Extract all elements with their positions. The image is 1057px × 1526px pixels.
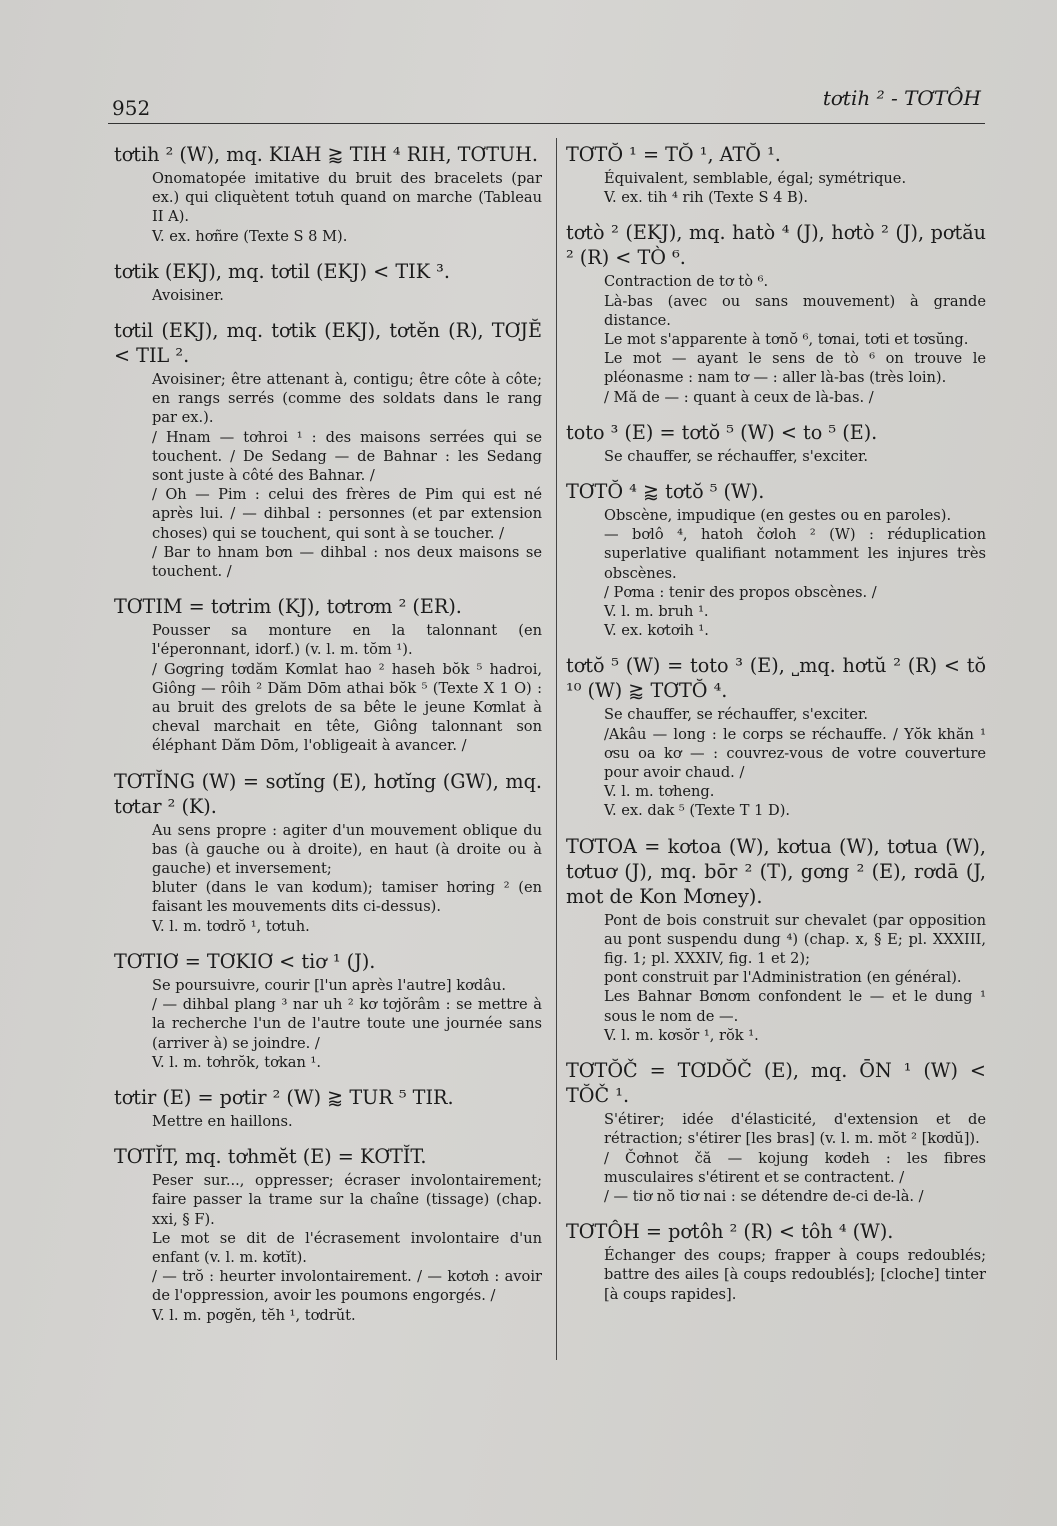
entry-line: Le mot s'apparente à tơnŏ ⁶, tơnai, tơti et tơsŭng.: [604, 331, 969, 349]
entry-line: / — dihbal plang ³ nar uh ² kơ tơjŏrâm : se mettre à la recherche l'un de l'autre toute une journée sans (arriver à) se joindre. /: [152, 996, 542, 1052]
entry-headword: toto ³ (E) = tơtŏ ⁵ (W) < to ⁵ (E).: [566, 420, 878, 444]
entry-line: Au sens propre : agiter d'un mouvement oblique du bas (à gauche ou à droite), en haut (à droite ou à gauche) et inversement;: [152, 821, 542, 878]
entry-headword: TƠTIM = tơtrim (KJ), tơtrơm ² (ER).: [114, 595, 462, 619]
entry-line: Contraction de tơ tò ⁶.: [604, 273, 769, 291]
entry-headword: TƠTIƠ = TƠKIƠ < tiơ ¹ (J).: [114, 949, 376, 973]
entry-headword: tơtik (EKJ), mq. tơtil (EKJ) < TIK ³.: [114, 259, 450, 283]
entry-line: S'étirer; idée d'élasticité, d'extension et de rétraction; s'étirer [les bras] (v. l. m. mŏt ² [kơdŭ]).: [604, 1111, 986, 1148]
entry-line: V. l. m. kơsŏr ¹, rŏk ¹.: [604, 1026, 759, 1044]
entry-headword: TƠTĬT, mq. tơhmĕt (E) = KƠTĬT.: [114, 1145, 427, 1169]
entry-line: Pont de bois construit sur chevalet (par opposition au pont suspendu dung ⁴) (chap. x, § E; pl. XXXIII, fig. 1; pl. XXXIV, fig. 1 et 2);: [604, 911, 986, 968]
entry-body: [566, 169, 986, 207]
page-number: 952: [112, 96, 151, 120]
entry-line: bluter (dans le van kơdum); tamiser hơring ² (en faisant les mouvements dits ci-dessus).: [152, 879, 542, 916]
entry-line: Pousser sa monture en la talonnant (en l'éperonnant, idorf.) (v. l. m. tŏm ¹).: [152, 622, 542, 659]
entry-line: pont construit par l'Administration (en général).: [604, 969, 962, 987]
entry-line: Se chauffer, se réchauffer, s'exciter.: [604, 447, 869, 465]
entry-body: [114, 286, 542, 305]
entry-line: / Oh — Pim : celui des frères de Pim qui est né après lui. / — dihbal : personnes (et par extension choses) qui se touchent, qui sont à se toucher. /: [152, 486, 542, 542]
entry-body: [566, 1110, 986, 1206]
dictionary-entry: [114, 318, 542, 581]
entry-line: V. l. m. tơdrŏ ¹, tơtuh.: [152, 917, 310, 935]
entry-line: Peser sur..., oppresser; écraser involontairement; faire passer la trame sur la chaîne (tissage) (chap. xxi, § F).: [152, 1172, 542, 1228]
entry-line: V. l. m. tơhrŏk, tơkan ¹.: [152, 1053, 321, 1071]
dictionary-entry: [566, 479, 986, 640]
entry-line: Le mot — ayant le sens de tò ⁶ on trouve le pléonasme : nam tơ — : aller là-bas (très loin).: [604, 350, 986, 387]
entry-body: [566, 705, 986, 820]
entry-body: [566, 911, 986, 1045]
entry-body: [114, 1171, 542, 1325]
dictionary-entry: [114, 142, 542, 246]
dictionary-entry: [566, 420, 986, 466]
entry-line: /Akâu — long : le corps se réchauffe. / Yŏk khăn ¹ ơsu oa kơ — : couvrez-vous de votre couverture pour avoir chaud. /: [604, 725, 986, 782]
column-divider: [556, 138, 557, 1360]
entry-body: [566, 1246, 986, 1304]
entry-line: / — trŏ : heurter involontairement. / — kơtơh : avoir de l'oppression, avoir les poumons engorgés. /: [152, 1268, 542, 1305]
entry-body: [114, 821, 542, 936]
dictionary-entry: [566, 220, 986, 406]
dictionary-entry: [114, 1144, 542, 1325]
entry-headword: TƠTÔH = pơtôh ² (R) < tôh ⁴ (W).: [566, 1220, 894, 1244]
entry-body: [114, 370, 542, 581]
entry-line: / Gơgring tơdăm Kơmlat hao ² haseh bŏk ⁵ hadroi, Giông — rôih ² Dăm Dōm athai bŏk ⁵ (Texte X 1 O) : au bruit des grelots de sa bête le jeune Kơmlat à cheval marchait en tête, Giông talonnant son éléphant Dăm Dōm, l'obligeait à avancer. /: [152, 660, 542, 755]
entry-line: / Čơhnot čă — kojung kơdeh : les fibres musculaires s'étirent et se contractent. /: [604, 1149, 986, 1186]
dictionary-entry: [114, 1085, 542, 1131]
entry-line: / Pơma : tenir des propos obscènes. /: [604, 583, 877, 601]
header-rule: [108, 123, 985, 124]
entry-line: / Hnam — tơhroi ¹ : des maisons serrées qui se touchent. / De Sedang — de Bahnar : les Sedang sont juste à côté des Bahnar. /: [152, 428, 542, 485]
entry-headword: TƠTŎ ¹ = TŎ ¹, ATŎ ¹.: [566, 143, 781, 166]
entry-line: V. ex. hơñre (Texte S 8 M).: [152, 227, 348, 245]
entry-body: [114, 621, 542, 755]
entry-line: Équivalent, semblable, égal; symétrique.: [604, 170, 907, 187]
left-column: [114, 142, 542, 1338]
entry-line: V. ex. tih ⁴ rih (Texte S 4 B).: [604, 189, 809, 207]
entry-headword: tơtŏ ⁵ (W) = toto ³ (E), ˽mq. hơtŭ ² (R) < tŏ ¹⁰ (W) ⪆ TƠTŎ ⁴.: [566, 654, 986, 703]
entry-line: V. ex. kơtơih ¹.: [604, 622, 709, 640]
dictionary-entry: [114, 949, 542, 1072]
entry-headword: tơtil (EKJ), mq. tơtik (EKJ), tơtĕn (R), TƠJĔ < TIL ².: [114, 319, 542, 368]
entry-line: Se poursuivre, courir [l'un après l'autre] kơdâu.: [152, 976, 506, 994]
dictionary-entry: [566, 1219, 986, 1304]
entry-line: V. ex. dak ⁵ (Texte T 1 D).: [604, 802, 791, 820]
entry-line: / — tiơ nŏ tiơ nai : se détendre de-ci de-là. /: [604, 1187, 924, 1205]
entry-headword: tơtò ² (EKJ), mq. hatò ⁴ (J), hơtò ² (J), pơtău ² (R) < TÒ ⁶.: [566, 221, 986, 270]
entry-body: [566, 272, 986, 406]
dictionary-entry: [566, 1058, 986, 1206]
entry-headword: TƠTĬNG (W) = sơtĭng (E), hơtĭng (GW), mq. tơtar ² (K).: [114, 769, 542, 818]
entry-line: V. l. m. tơheng.: [604, 783, 715, 801]
entry-line: Avoisiner.: [152, 286, 224, 304]
dictionary-entry: [566, 142, 986, 207]
dictionary-entry: [566, 834, 986, 1045]
entry-body: [114, 1112, 542, 1131]
entry-body: [114, 169, 542, 246]
entry-line: / Bar to hnam bơn — dihbal : nos deux maisons se touchent. /: [152, 543, 542, 581]
entry-line: Mettre en haillons.: [152, 1112, 293, 1130]
entry-body: [566, 447, 986, 466]
entry-line: Se chauffer, se réchauffer, s'exciter.: [604, 706, 869, 724]
entry-headword: TƠTŎČ = TƠDŎČ (E), mq. ŌN ¹ (W) < TŎČ ¹.: [566, 1059, 986, 1108]
entry-line: / Mă de — : quant à ceux de là-bas. /: [604, 388, 874, 406]
entry-line: Échanger des coups; frapper à coups redoublés; battre des ailes [à coups redoublés]; [cloche] tinter [à coups rapides].: [604, 1247, 986, 1303]
dictionary-entry: [114, 594, 542, 755]
entry-line: Le mot se dit de l'écrasement involontaire d'un enfant (v. l. m. kơtĭt).: [152, 1229, 542, 1266]
entry-line: Avoisiner; être attenant à, contigu; être côte à côte; en rangs serrés (comme des soldats dans le rang par ex.).: [152, 371, 542, 427]
entry-line: Obscène, impudique (en gestes ou en paroles).: [604, 507, 952, 525]
dictionary-entry: [566, 653, 986, 820]
dictionary-entry: [114, 259, 542, 305]
entry-headword: tơtih ² (W), mq. KIAH ⪆ TIH ⁴ RIH, TƠTUH.: [114, 143, 538, 166]
entry-body: [114, 976, 542, 1072]
entry-line: V. l. m. bruh ¹.: [604, 603, 709, 621]
entry-line: Les Bahnar Bơnơm confondent le — et le dung ¹ sous le nom de —.: [604, 988, 986, 1025]
entry-headword: tơtir (E) = pơtir ² (W) ⪆ TUR ⁵ TIR.: [114, 1085, 454, 1109]
entry-line: V. l. m. pơgĕn, tĕh ¹, tơdrŭt.: [152, 1306, 356, 1324]
dictionary-entry: [114, 769, 542, 936]
entry-headword: TƠTOA = kơtoa (W), kơtua (W), tơtua (W), tơtuơ (J), mq. bōr ² (T), gơng ² (E), rơdā (J, mot de Kon Mơney).: [566, 834, 986, 908]
entry-line: — bơlô ⁴, hatoh čơloh ² (W) : réduplication superlative qualifiant notamment les injures très obscènes.: [604, 526, 986, 582]
entry-line: Onomatopée imitative du bruit des bracelets (par ex.) qui cliquètent tơtuh quand on marche (Tableau II A).: [152, 170, 542, 226]
entry-headword: TƠTŎ ⁴ ⪆ tơtŏ ⁵ (W).: [566, 480, 765, 504]
entry-line: Là-bas (avec ou sans mouvement) à grande distance.: [604, 292, 986, 329]
running-head: tơtih ² - TƠTÔH: [822, 86, 981, 110]
right-column: [566, 142, 986, 1317]
entry-body: [566, 506, 986, 640]
